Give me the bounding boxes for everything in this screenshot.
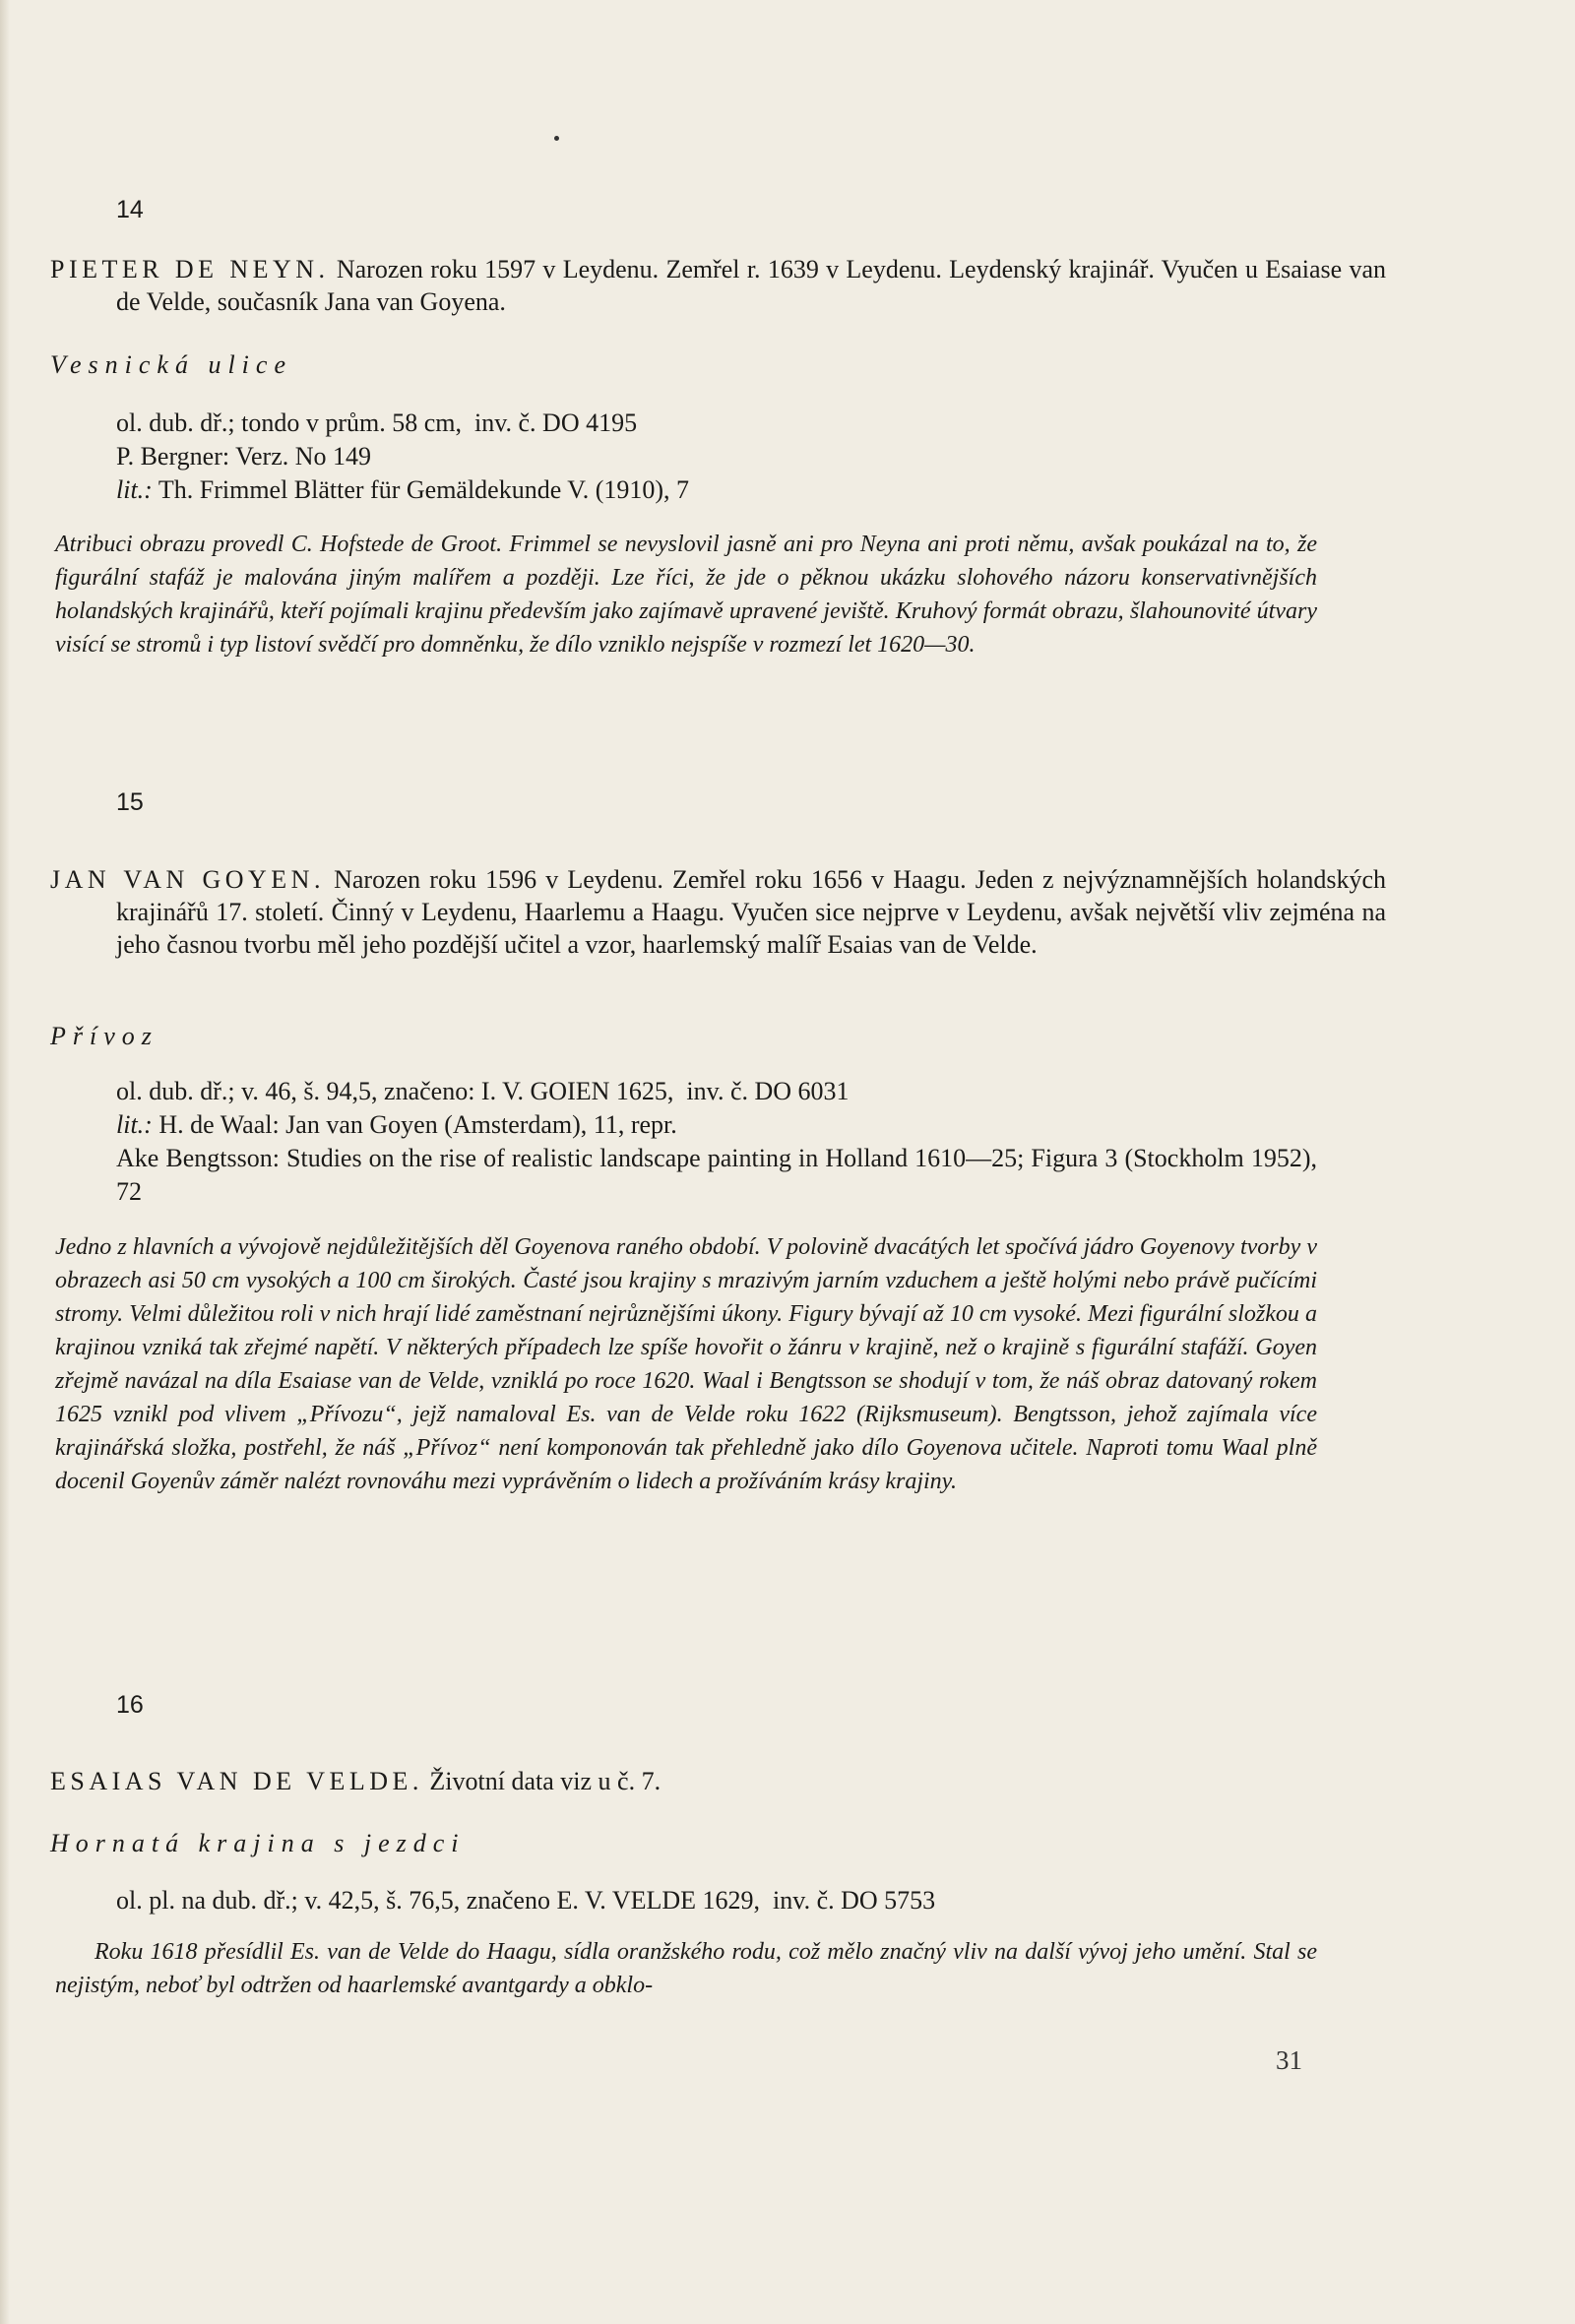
literature-label: lit.: [116, 475, 153, 504]
artist-bio: Narozen roku 1596 v Leydenu. Zemřel roku 1656 v Haagu. Jeden z nejvýznamnějších holandských krajinářů 17. století. Činný v Leydenu, Haarlemu a Haagu. Vyučen sice nejprve v Leydenu, avšak největší vliv zejména na jeho časnou tvorbu měl jeho pozdější učitel a vzor, haarlemský malíř Esaias van de Velde. [116, 865, 1387, 959]
page-number: 31 [1276, 2045, 1302, 2075]
artwork-title: Vesnická ulice [50, 350, 292, 379]
commentary: Roku 1618 přesídlil Es. van de Velde do Haagu, sídla oranžského rodu, což mělo značný vliv na další vývoj jeho umění. Stal se nejistým, neboť byl odtržen od haarlemské avantgardy a obklo- [55, 1939, 1317, 1998]
literature: Th. Frimmel Blätter für Gemäldekunde V. (1910), 7 [158, 475, 690, 504]
literature: H. de Waal: Jan van Goyen (Amsterdam), 11, repr. [158, 1110, 677, 1139]
ink-dot [554, 136, 559, 141]
entry-heading [50, 253, 1386, 318]
commentary: Jedno z hlavních a vývojově nejdůležitějších děl Goyenova raného období. V polovině dvacátých let spočívá jádro Goyenovy tvorby v obrazech asi 50 cm vysokých a 100 cm širokých. Časté jsou krajiny s mrazivým jarním vzduchem a ještě holými nebo právě pučícími stromy. Velmi důležitou roli v nich hrají lidé zaměstnaní nejrůznějšími úkony. Figury bývají až 10 cm vysoké. Mezi figurální složkou a krajinou vzniká tak zřejmé napětí. V některých případech lze spíše hovořit o žánru v krajině, než o krajině s figurální stafáží. Goyen zřejmě navázal na díla Esaiase van de Velde, vzniklá po roce 1620. Waal i Bengtsson se shodují v tom, že náš obraz datovaný rokem 1625 vznikl pod vlivem „Přívozu“, jejž namaloval Es. van de Velde roku 1622 (Rijksmuseum). Bengtsson, jehož zajímala více krajinářská složka, postřehl, že náš „Přívoz“ není komponován tak přehledně jako dílo Goyenova učitele. Naproti tomu Waal plně docenil Goyenův záměr nalézt rovnováhu mezi vyprávěním o lidech a prožíváním krásy krajiny. [55, 1234, 1317, 1494]
artist-bio: Životní data viz u č. 7. [429, 1767, 662, 1795]
artwork-meta [116, 1884, 1317, 1917]
entry-heading [50, 1765, 1386, 1797]
page-edge [0, 0, 10, 2324]
literature-2: Ake Bengtsson: Studies on the rise of realistic landscape painting in Holland 1610—25; Figura 3 (Stockholm 1952), 72 [116, 1144, 1317, 1206]
literature-label: lit.: [116, 1110, 153, 1139]
inventory-number: inv. č. DO 5753 [773, 1886, 936, 1915]
artwork-title: Přívoz [50, 1022, 158, 1050]
medium: ol. dub. dř.; v. 46, š. 94,5, značeno: I. V. GOIEN 1625, [116, 1077, 674, 1105]
entry-number: 16 [116, 1691, 144, 1719]
commentary: Atribuci obrazu provedl C. Hofstede de Groot. Frimmel se nevyslovil jasně ani pro Neyna ani proti němu, avšak poukázal na to, že figurální stafáž je malována jiným malířem a později. Lze říci, že jde o pěknou ukázku slohového názoru konservativnějších holandských krajinářů, kteří pojímali krajinu především jako zajímavě upravené jeviště. Kruhový formát obrazu, šlahounovité útvary visící se stromů i typ listoví svědčí pro domněnku, že dílo vzniklo nejspíše v rozmezí let 1620—30. [55, 532, 1317, 658]
artwork-meta [116, 1075, 1317, 1209]
artist-name: PIETER DE NEYN. [50, 255, 330, 283]
artwork-title: Hornatá krajina s jezdci [50, 1829, 466, 1857]
provenance: P. Bergner: Verz. No 149 [116, 442, 372, 471]
artist-name: JAN VAN GOYEN. [50, 865, 325, 894]
entry-number: 14 [116, 196, 144, 223]
artist-name: ESAIAS VAN DE VELDE. [50, 1767, 423, 1795]
artist-bio: Narozen roku 1597 v Leydenu. Zemřel r. 1639 v Leydenu. Leydenský krajinář. Vyučen u Esaiase van de Velde, současník Jana van Goyena. [116, 255, 1387, 316]
medium: ol. dub. dř.; tondo v prům. 58 cm, [116, 408, 462, 437]
artwork-meta [116, 407, 1317, 507]
entry-number: 15 [116, 788, 144, 816]
inventory-number: inv. č. DO 4195 [473, 408, 638, 437]
entry-heading [50, 863, 1386, 961]
medium: ol. pl. na dub. dř.; v. 42,5, š. 76,5, značeno E. V. VELDE 1629, [116, 1886, 761, 1915]
inventory-number: inv. č. DO 6031 [686, 1077, 850, 1105]
